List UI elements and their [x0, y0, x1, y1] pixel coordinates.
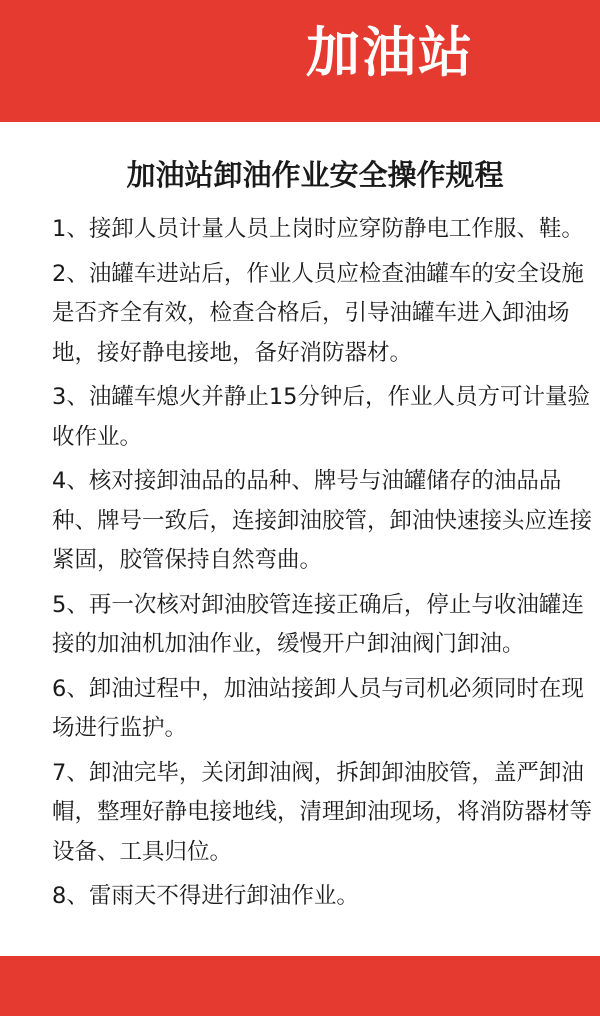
document-title: 加油站卸油作业安全操作规程 [126, 158, 504, 192]
rule-item-1: 1、接卸人员计量人员上岗时应穿防静电工作服、鞋。 [52, 216, 584, 242]
rule-item-4: 4、核对接卸油品的品种、牌号与油罐储存的油品品种、牌号一致后，连接卸油胶管，卸油快速接头应连接紧固，胶管保持自然弯曲。 [52, 468, 593, 573]
rule-item-2: 2、油罐车进站后，作业人员应检查油罐车的安全设施是否齐全有效，检查合格后，引导油罐车进入卸油场地，接好静电接地，备好消防器材。 [52, 260, 584, 366]
rule-item-8: 8、雷雨天不得进行卸油作业。 [52, 883, 359, 909]
rule-item-3: 3、油罐车熄火并静止15分钟后，作业人员方可计量验收作业。 [52, 384, 590, 450]
rule-item-7: 7、卸油完毕，关闭卸油阀，拆卸卸油胶管，盖严卸油帽，整理好静电接地线，清理卸油现场，将消防器材等设备、工具归位。 [52, 759, 593, 865]
rules-list [52, 210, 600, 922]
rule-item-6: 6、卸油过程中，加油站接卸人员与司机必须同时在现场进行监护。 [52, 675, 584, 741]
footer-band [0, 956, 600, 1016]
brand-title: 加油站 [306, 21, 474, 84]
header-band [0, 0, 600, 122]
rule-item-5: 5、再一次核对卸油胶管连接正确后，停止与收油罐连接的加油机加油作业，缓慢开户卸油阀门卸油。 [52, 591, 584, 657]
